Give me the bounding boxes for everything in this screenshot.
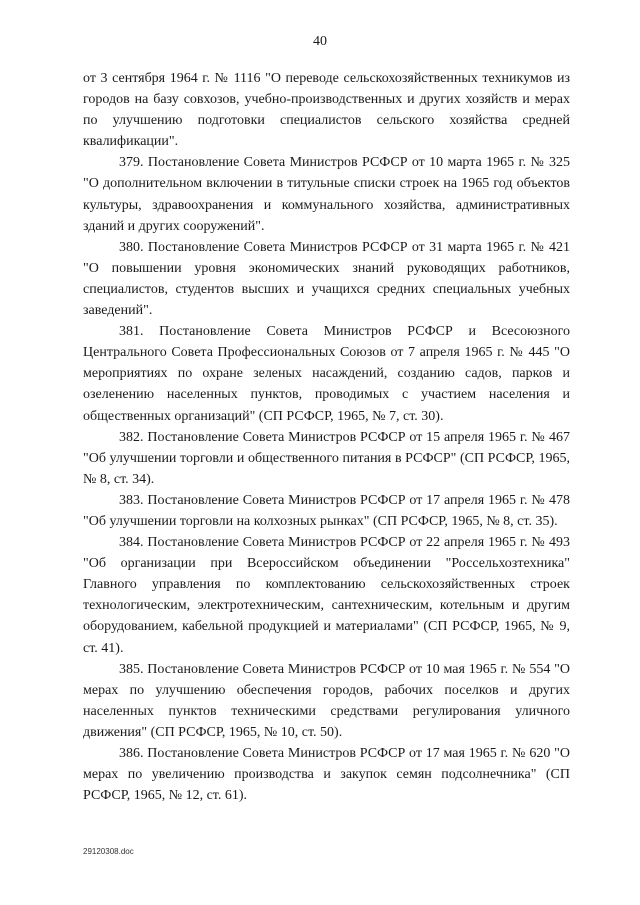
document-file-id: 29120308.doc [83,847,134,856]
document-body [83,68,570,806]
list-item-379: 379. Постановление Совета Министров РСФСР от 10 марта 1965 г. № 325 "О дополнительном включении в титульные списки строек на 1965 год объектов культуры, здравоохранения и коммунального хозяйства, административных зданий и других сооружений". [83,155,570,234]
list-item-381: 381. Постановление Совета Министров РСФСР и Всесоюзного Центрального Совета Профессиональных Союзов от 7 апреля 1965 г. № 445 "О мероприятиях по охране зеленых насаждений, созданию садов, парков и озеленению населенных пунктов, проводимых с участием населения и общественных организаций" (СП РСФСР, 1965, № 7, ст. 30). [83,324,570,424]
list-item-382: 382. Постановление Совета Министров РСФСР от 15 апреля 1965 г. № 467 "Об улучшении торговли и общественного питания в РСФСР" (СП РСФСР, 1965, № 8, ст. 34). [83,429,570,487]
list-item-380: 380. Постановление Совета Министров РСФСР от 31 марта 1965 г. № 421 "О повышении уровня экономических знаний руководящих работников, специалистов, студентов высших и учащихся средних специальных учебных заведений". [83,239,570,319]
paragraph-continuation: от 3 сентября 1964 г. № 1116 "О переводе сельскохозяйственных техникумов из городов на базу совхозов, учебно-производственных и других хозяйств и мерах по улучшению подготовки специалистов сельского хозяйства средней квалификации". [83,71,570,150]
list-item-384: 384. Постановление Совета Министров РСФСР от 22 апреля 1965 г. № 493 "Об организации при Всероссийском объединении "Россельхозтехника" Главного управления по комплектованию сельскохозяйственных строек технологическим, электротехническим, сантехническим, котельным и другим оборудованием, кабельной продукцией и материалами" (СП РСФСР, 1965, № 9, ст. 41). [83,535,570,656]
list-item-385: 385. Постановление Совета Министров РСФСР от 10 мая 1965 г. № 554 "О мерах по улучшению обеспечения городов, рабочих поселков и других населенных пунктов техническими средствами регулирования уличного движения" (СП РСФСР, 1965, № 10, ст. 50). [83,661,570,740]
list-item-386: 386. Постановление Совета Министров РСФСР от 17 мая 1965 г. № 620 "О мерах по увеличению производства и закупок семян подсолнечника" (СП РСФСР, 1965, № 12, ст. 61). [83,746,570,804]
list-item-383: 383. Постановление Совета Министров РСФСР от 17 апреля 1965 г. № 478 "Об улучшении торговли на колхозных рынках" (СП РСФСР, 1965, № 8, ст. 35). [83,492,570,529]
page-number: 40 [313,34,327,49]
